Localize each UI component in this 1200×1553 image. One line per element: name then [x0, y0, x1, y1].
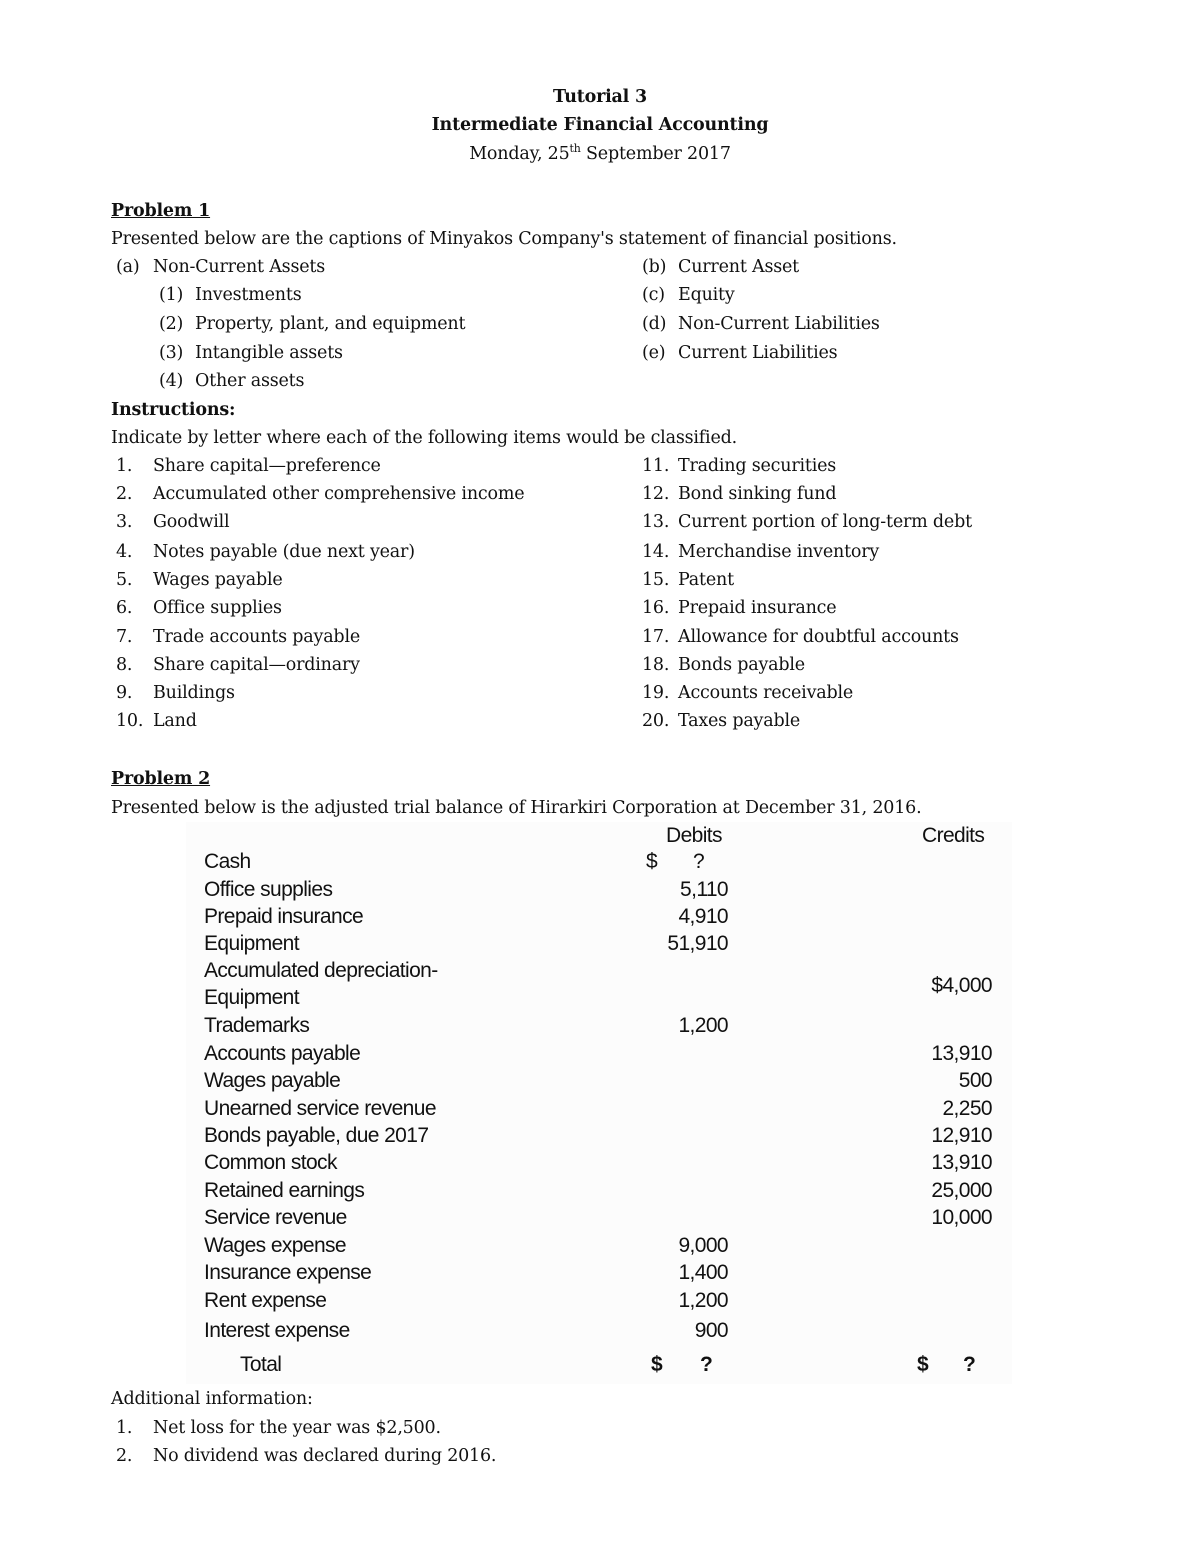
debits-header: Debits	[666, 824, 722, 847]
item-number: 3.	[116, 512, 133, 532]
item-number: 16.	[642, 598, 670, 618]
total-debit-value: ?	[700, 1353, 713, 1376]
item-number: 1.	[116, 1418, 133, 1438]
item-text: No dividend was declared during 2016.	[153, 1446, 497, 1466]
account-name: Service revenue	[204, 1206, 347, 1229]
credit-value: $4,000	[931, 974, 992, 997]
item-number: 11.	[642, 456, 670, 476]
caption-text: Investments	[195, 285, 302, 305]
item-text: Current portion of long-term debt	[678, 512, 972, 532]
instructions-label: Instructions:	[111, 400, 236, 420]
document-title: Tutorial 3	[552, 87, 648, 107]
course-name: Intermediate Financial Accounting	[431, 115, 769, 135]
problem1-heading: Problem 1	[111, 201, 211, 221]
credit-value: 500	[958, 1069, 992, 1092]
credit-value: 13,910	[931, 1151, 992, 1174]
item-text: Bonds payable	[678, 655, 805, 675]
total-credit-dollar-sign: $	[917, 1353, 929, 1376]
account-name: Wages payable	[204, 1069, 341, 1092]
item-text: Prepaid insurance	[678, 598, 837, 618]
caption-marker: (2)	[159, 314, 184, 334]
item-number: 17.	[642, 627, 670, 647]
item-text: Share capital—ordinary	[153, 655, 360, 675]
item-text: Land	[153, 711, 197, 731]
caption-text: Equity	[678, 285, 735, 305]
credit-value: 25,000	[931, 1179, 992, 1202]
caption-marker: (b)	[642, 257, 667, 277]
item-text: Patent	[678, 570, 734, 590]
item-text: Bond sinking fund	[678, 484, 837, 504]
item-text: Accounts receivable	[678, 683, 854, 703]
caption-marker: (a)	[116, 257, 140, 277]
credit-value: 12,910	[931, 1124, 992, 1147]
caption-marker: (4)	[159, 371, 184, 391]
problem1-intro: Presented below are the captions of Minyakos Company's statement of financial positions.	[111, 229, 897, 249]
total-debit-dollar-sign: $	[651, 1353, 663, 1376]
caption-marker: (c)	[642, 285, 665, 305]
credit-value: 10,000	[931, 1206, 992, 1229]
date-superscript: th	[569, 142, 581, 156]
account-name: Trademarks	[204, 1014, 310, 1037]
item-text: Net loss for the year was $2,500.	[153, 1418, 441, 1438]
debit-value: 5,110	[680, 878, 728, 901]
account-name: Equipment	[204, 932, 299, 955]
caption-text: Non-Current Liabilities	[678, 314, 880, 334]
date-prefix: Monday, 25	[469, 144, 570, 164]
item-number: 14.	[642, 542, 670, 562]
item-number: 20.	[642, 711, 670, 731]
caption-text: Other assets	[195, 371, 305, 391]
credit-value: 13,910	[931, 1042, 992, 1065]
item-number: 2.	[116, 1446, 133, 1466]
account-name: Retained earnings	[204, 1179, 365, 1202]
account-name: Unearned service revenue	[204, 1097, 436, 1120]
item-number: 5.	[116, 570, 133, 590]
total-label: Total	[240, 1353, 282, 1376]
item-text: Accumulated other comprehensive income	[153, 484, 525, 504]
account-name: Accounts payable	[204, 1042, 361, 1065]
problem2-intro: Presented below is the adjusted trial balance of Hirarkiri Corporation at December 31, 2016.	[111, 798, 922, 818]
account-name: Rent expense	[204, 1289, 327, 1312]
document-date	[0, 143, 1200, 165]
caption-text: Property, plant, and equipment	[195, 314, 466, 334]
item-number: 15.	[642, 570, 670, 590]
problem2-heading: Problem 2	[111, 769, 211, 789]
account-name: Interest expense	[204, 1319, 350, 1342]
debit-value: 51,910	[667, 932, 728, 955]
item-text: Merchandise inventory	[678, 542, 880, 562]
total-credit-value: ?	[963, 1353, 976, 1376]
debit-value: 9,000	[678, 1234, 728, 1257]
item-number: 1.	[116, 456, 133, 476]
debit-value: 1,200	[678, 1289, 728, 1312]
caption-text: Intangible assets	[195, 343, 343, 363]
account-name: Accumulated depreciation-	[204, 959, 438, 982]
additional-info-label: Additional information:	[111, 1389, 313, 1409]
date-suffix: September 2017	[580, 144, 731, 164]
item-number: 19.	[642, 683, 670, 703]
debit-dollar-sign: $	[646, 850, 658, 873]
item-number: 9.	[116, 683, 133, 703]
item-text: Trade accounts payable	[153, 627, 360, 647]
item-text: Share capital—preference	[153, 456, 381, 476]
item-text: Wages payable	[153, 570, 283, 590]
debit-value: 4,910	[678, 905, 728, 928]
item-number: 18.	[642, 655, 670, 675]
item-number: 4.	[116, 542, 133, 562]
account-name: Prepaid insurance	[204, 905, 364, 928]
caption-marker: (3)	[159, 343, 184, 363]
credits-header: Credits	[922, 824, 985, 847]
debit-value: 900	[694, 1319, 728, 1342]
account-name: Cash	[204, 850, 251, 873]
item-number: 8.	[116, 655, 133, 675]
caption-marker: (e)	[642, 343, 666, 363]
item-text: Taxes payable	[678, 711, 801, 731]
item-text: Notes payable (due next year)	[153, 542, 415, 562]
account-name: Common stock	[204, 1151, 337, 1174]
item-text: Goodwill	[153, 512, 230, 532]
caption-text: Non-Current Assets	[153, 257, 326, 277]
debit-value: 1,400	[678, 1261, 728, 1284]
credit-value: 2,250	[942, 1097, 992, 1120]
caption-marker: (1)	[159, 285, 184, 305]
item-number: 10.	[116, 711, 144, 731]
item-number: 6.	[116, 598, 133, 618]
item-number: 2.	[116, 484, 133, 504]
item-text: Trading securities	[678, 456, 837, 476]
debit-value: 1,200	[678, 1014, 728, 1037]
account-name-line2: Equipment	[204, 986, 299, 1009]
item-number: 13.	[642, 512, 670, 532]
account-name: Office supplies	[204, 878, 333, 901]
item-text: Office supplies	[153, 598, 282, 618]
debit-value: ?	[693, 850, 705, 873]
item-text: Buildings	[153, 683, 235, 703]
caption-text: Current Asset	[678, 257, 800, 277]
account-name: Wages expense	[204, 1234, 347, 1257]
account-name: Bonds payable, due 2017	[204, 1124, 429, 1147]
caption-text: Current Liabilities	[678, 343, 838, 363]
item-number: 12.	[642, 484, 670, 504]
instructions-text: Indicate by letter where each of the following items would be classified.	[111, 428, 737, 448]
item-text: Allowance for doubtful accounts	[678, 627, 959, 647]
caption-marker: (d)	[642, 314, 667, 334]
account-name: Insurance expense	[204, 1261, 372, 1284]
item-number: 7.	[116, 627, 133, 647]
